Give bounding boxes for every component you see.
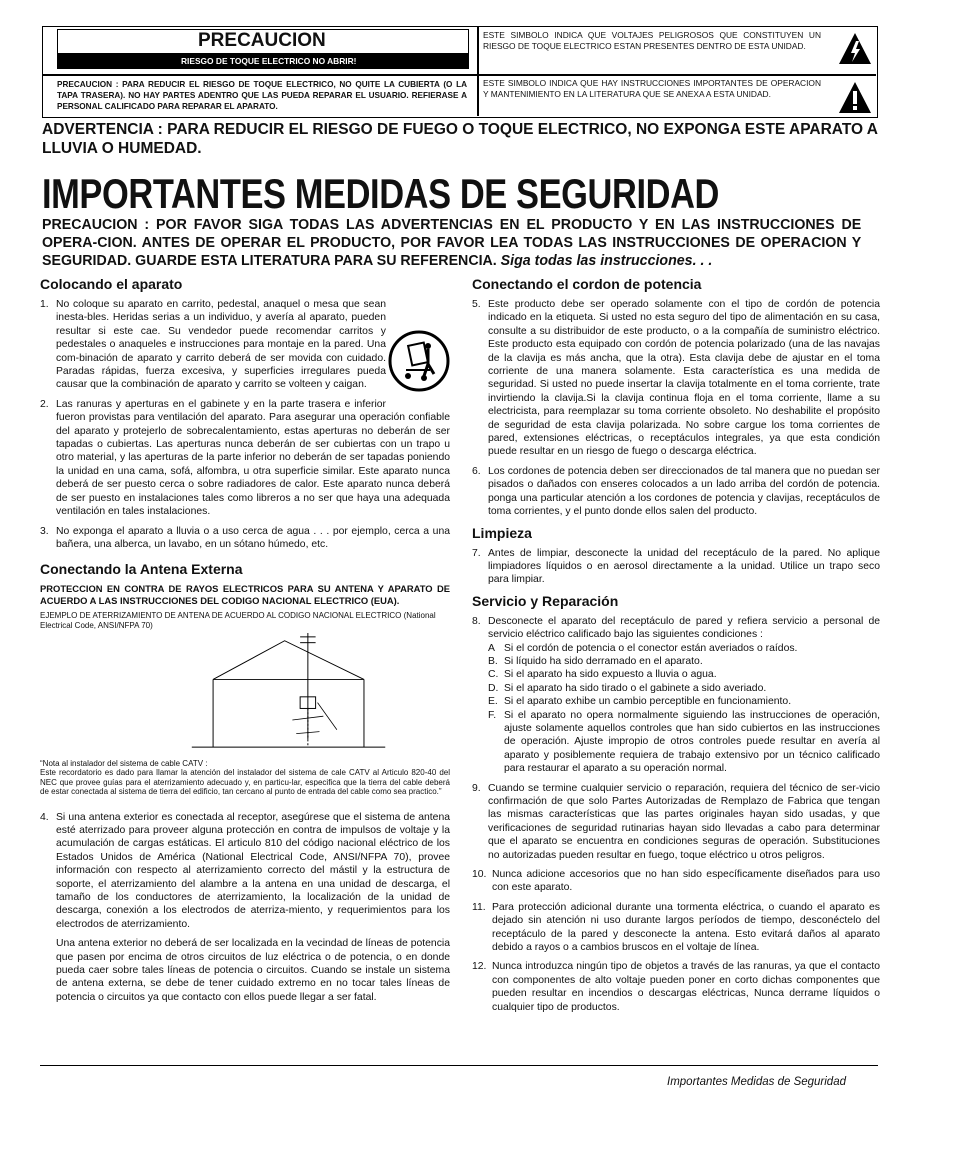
list-item <box>40 398 450 519</box>
item-text: Si líquido ha sido derramado en el aparato. <box>504 655 703 667</box>
heading-antena: Conectando la Antena Externa <box>40 561 243 578</box>
nota-title: “Nota al instalador del sistema de cable CATV : <box>40 758 208 768</box>
item-text: Si el aparato exhibe un cambio perceptible en funcionamiento. <box>504 696 792 708</box>
list-item <box>488 668 880 681</box>
list-item <box>40 525 450 552</box>
caution-bar: RIESGO DE TOQUE ELECTRICO NO ABRIR! <box>57 53 469 69</box>
item-letter: B. <box>488 655 498 667</box>
list-item <box>488 709 880 776</box>
page-footer: Importantes Medidas de Seguridad <box>667 1076 846 1088</box>
list-item <box>488 682 880 695</box>
item-number: 6. <box>472 465 481 477</box>
ejemplo-text: EJEMPLO DE ATERRIZAMIENTO DE ANTENA DE ACUERDO AL CODIGO NACIONAL ELECTRICO (National Electrical Code, ANSI/NFPA 70) <box>40 611 436 630</box>
condition-list <box>472 642 880 776</box>
item-number: 9. <box>472 782 481 794</box>
heading-limpieza: Limpieza <box>472 524 532 541</box>
list-item <box>472 868 880 895</box>
list-item <box>488 695 880 708</box>
list-item <box>472 298 880 459</box>
cart-tipover-warning-icon <box>388 330 450 392</box>
advertencia-warning: ADVERTENCIA : PARA REDUCIR EL RIESGO DE FUEGO O TOQUE ELECTRICO, NO EXPONGA ESTE APARATO A LLUVIA O HUMEDAD. <box>42 121 878 157</box>
precaucion-paragraph <box>42 216 861 270</box>
divider <box>477 27 479 116</box>
divider <box>43 74 876 76</box>
item-text: Cuando se termine cualquier servicio o reparación, requiera del técnico de ser-vicio confirmación de que solo Partes Autorizadas de Remplazo de Fabrica que tengan las mismas características que las partes originales hayan sido usadas, y que verificaciones de seguridad rutinarias hayan sido llevadas a cabo para determinar que el aparato se encuentra en condiciones seguras de operación. Substituciones no autorizadas pueden resultar en fuego, toque eléctrico u otros peligros. <box>488 782 880 861</box>
item-number: 8. <box>472 615 481 627</box>
nota-instalador <box>40 759 450 797</box>
item-number: 2. <box>40 398 49 410</box>
symbol-instructions-text: ESTE SIMBOLO INDICA QUE HAY INSTRUCCIONES IMPORTANTES DE OPERACION Y MANTENIMIENTO EN LA LITERATURA QUE SE ANEXA A ESTA UNIDAD. <box>483 78 821 99</box>
item-text: Si el aparato no opera normalmente siguiendo las instrucciones de operación, ajuste solamente aquellos controles que han sido cubiertos en las instrucciones de operación. Ajuste impropio de otros controles puede resultar en avería al aparato y posiblemente requiera de trabajo extensivo por un técnico calificado para restaurar el aparato a su operación normal. <box>504 709 880 775</box>
item-letter: A <box>488 642 495 654</box>
caution-box <box>42 26 878 118</box>
list-item <box>472 901 880 955</box>
caution-note: PRECAUCION : PARA REDUCIR EL RIESGO DE TOQUE ELECTRICO, NO QUITE LA CUBIERTA (O LA TAPA TRASERA). NO HAY PARTES ADENTRO QUE LAS PUEDA REPARAR EL USUARIO. REFIERASE A PERSONAL CALIFICADO PARA REPARAR EL APARATO. <box>57 80 467 111</box>
item-number: 7. <box>472 547 481 559</box>
item-text: No coloque su aparato en carrito, pedestal, anaquel o mesa que sean inesta-bles. Heridas serias a un individuo, y avería al aparato, pueden resultar si este cae. Su vendedor puede recomendar carritos y pedestales o anaqueles e instrucciones para montaje en la pared. Una com-binación de aparato y carrito deberá de ser movida con cuidado. Paradas rápidas, fuerza excesiva, y superficies irregulares pueda causar que la combinación de aparato y carrito se volteen y caigan. <box>56 299 386 391</box>
caution-title: PRECAUCION <box>57 29 469 53</box>
item-text: Si una antena exterior es conectada al receptor, asegúrese que el sistema de antena esté aterrizado para proveer alguna protección en contra de impulsos de voltaje y la acumulación de cargas estáticas. El articulo 810 del código nacional eléctrico de los Estados Unidos de América (National Electrical Code, ANSI/NFPA 70), provee información con respecto al aterrizamiento correcto del mástil y la estructura de soporte, el aterrizamiento del alambre a la antena en una unidad de descarga, el tamaño de los conductores de aterrizamiento, la localización de la unidad de descarga, conexión a los electrodos de aterriza-miento, y requerimientos para los electrodos de aterrizamiento. <box>56 811 450 930</box>
item-text: Nunca adicione accesorios que no han sido específicamente diseñados para uso con este aparato. <box>492 869 880 894</box>
item-text: Antes de limpiar, desconecte la unidad del receptáculo de la pared. No aplique limpiadores líquidos o en aerosol directamente a la unidad. Utilice un trapo seco para limpiar. <box>488 547 880 586</box>
heading-servicio: Servicio y Reparación <box>472 592 619 609</box>
item-text: Si el aparato ha sido tirado o el gabinete a sido averiado. <box>504 682 767 694</box>
item-letter: E. <box>488 696 498 708</box>
list-item <box>472 615 880 642</box>
item-number: 10. <box>472 869 487 881</box>
item-letter: F. <box>488 709 497 721</box>
right-column <box>472 276 880 1020</box>
item-text: Este producto debe ser operado solamente con el tipo de cordón de potencia indicado en la etiqueta. Si usted no esta seguro del tipo de alimentación en su casa, consulte a su distribuidor de este producto, o a la compañía de suministro eléctrico. Este producto esta equipado con cordón de potencia polarizado (una de las navajas de la clavija es más ancha, que la otra). Esta clavija debe de ajustar en el toma corriente de una manera solamente. Esta característica es una medida de seguridad. Si usted no puede insertar la clavija totalmente en el toma corriente, trate invirtiendo la clavija.Si la clavija continua floja en el toma corriente, llame a su electricista, para reemplazar su toma corriente obsoleto. No deshabilite el propósito de seguridad de esta clavija polarizada. No sobre cargue los toma corrientes de pared, extensiones eléctricas, o receptáculos integrales, ya que esta condición puede resultar en un riesgo de fuego o descarga eléctrica. <box>488 299 880 458</box>
item-number: 11. <box>472 901 486 913</box>
item-text: Los cordones de potencia deben ser direccionados de tal manera que no puedan ser pisados o dañados con enseres colocados a un lado arriba del cordón de potencia. ponga una particular atención a los cordones de potencia y clavijas, receptáculos de toma corrientes, y el punto donde ellos salen del producto. <box>488 465 880 518</box>
item-text: Si el cordón de potencia o el conector están averiados o raídos. <box>504 642 798 654</box>
item-number: 5. <box>472 299 481 310</box>
item-text: Para protección adicional durante una tormenta eléctrica, o cuando el aparato es dejado sin atención ni uso durante largos períodos de tiempo, desconéctelo del receptáculo de la pared y desconecte la antena. Esto evitará daños al aparato debido a rayos o a cambios bruscos en el voltaje de línea. <box>492 901 880 954</box>
list-item <box>472 465 880 519</box>
precaucion-italic: Siga todas las instrucciones. . . <box>500 253 713 269</box>
item-number: 3. <box>40 525 49 537</box>
item-number: 1. <box>40 299 49 310</box>
item-text: Si el aparato ha sido expuesto a lluvia o agua. <box>504 669 717 681</box>
nota-text: Este recordatorio es dado para llamar la atención del instalador del sistema de cale CATV al Articulo 820-40 del NEC que provee guías para el aterrizamiento adecuado y, en particu-lar, especifica que la tierra del cable deberá de estar conectada al sistema de tierra del edificio, tan cercano al punto de entrada del cable como sea practico.” <box>40 768 450 797</box>
lightning-warning-icon <box>837 31 873 67</box>
item-number: 4. <box>40 811 49 823</box>
item-number: 12. <box>472 961 487 973</box>
list-item <box>488 655 880 668</box>
list-item <box>472 960 880 1014</box>
footer-rule <box>40 1065 878 1066</box>
antenna-grounding-diagram <box>40 633 450 751</box>
precaucion-text: PRECAUCION : POR FAVOR SIGA TODAS LAS ADVERTENCIAS EN EL PRODUCTO Y EN LAS INSTRUCCIONES DE OPERA-CION. ANTES DE OPERAR EL PRODUCTO, POR FAVOR LEA TODAS LAS INSTRUCCIONES DE OPERACION Y SEGURIDAD. GUARDE ESTA LITERATURA PARA SU REFERENCIA. <box>42 217 862 269</box>
item-letter: C. <box>488 669 499 681</box>
item-text: Nunca introduzca ningún tipo de objetos a través de las ranuras, ya que el contacto con componentes de alto voltaje pueden poner en corto dichas componentes que pueden resultar en incendios o descargas eléctricas, Nunca derrame líquidos o cualquier tipo de productos. <box>492 961 880 1013</box>
proteccion-text: PROTECCION EN CONTRA DE RAYOS ELECTRICOS PARA SU ANTENA Y APARATO DE ACUERDO A LAS INSTRUCCIONES DEL CODIGO NACIONAL ELECTRICO (EUA). <box>40 583 450 607</box>
item-continuation: Una antena exterior no deberá de ser localizada en la vecindad de líneas de potencia que pasen por encima de otros circuitos de luz eléctrica o de potencia, o en donde pueda caer sobre tales líneas de potencia o circuitos. Cuando se instale un sistema de antena externa, se debe de tener cuidado extremo en no tocar tales líneas de potencia o circuitos ya que contacto con ellos puede llegar a ser fatal. <box>56 938 450 1003</box>
exclamation-warning-icon <box>837 80 873 116</box>
page-title: IMPORTANTES MEDIDAS DE SEGURIDAD <box>42 170 719 217</box>
heading-colocando: Colocando el aparato <box>40 276 183 292</box>
item-letter: D. <box>488 682 499 694</box>
item-text: Desconecte el aparato del receptáculo de pared y refiera servicio a personal de servicio eléctrico calificado bajo las siguientes condiciones : <box>488 615 880 641</box>
list-item <box>40 811 450 932</box>
item-text: No exponga el aparato a lluvia o a uso cerca de agua . . . por ejemplo, cerca a una bañera, una alberca, un lavabo, en un sótano húmedo, etc. <box>56 525 450 550</box>
item-text: Las ranuras y aperturas en el gabinete y en la parte trasera e inferior fueron provistas para ventilación del aparato. Para asegurar una operación confiable del aparato y protejerlo de sobrecalentamiento, estas aperturas no deberán de ser tapadas o cubiertas. Las aperturas nunca deberán de ser cubiertas con un trapo u otro material, y las aperturas de la parte inferior no deberán de ser tapadas poniendo la unidad en una cama, sofá, alfombra, u otra superficie similar. Este aparato nunca deberá de ser puesto cerca o sobre radiadores de calor. Este aparato nunca deberá de ser puesto en instalaciones tales como libreros a no ser que haya una adequada ventilación en tales instalaciones. <box>56 398 450 518</box>
heading-cordon: Conectando el cordon de potencia <box>472 276 702 292</box>
list-item <box>488 642 880 655</box>
list-item <box>472 782 880 862</box>
list-item <box>472 547 880 587</box>
symbol-voltage-text: ESTE SIMBOLO INDICA QUE VOLTAJES PELIGROSOS QUE CONSTITUYEN UN RIESGO DE TOQUE ELECTRICO ESTAN PRESENTES DENTRO DE ESTA UNIDAD. <box>483 30 821 51</box>
